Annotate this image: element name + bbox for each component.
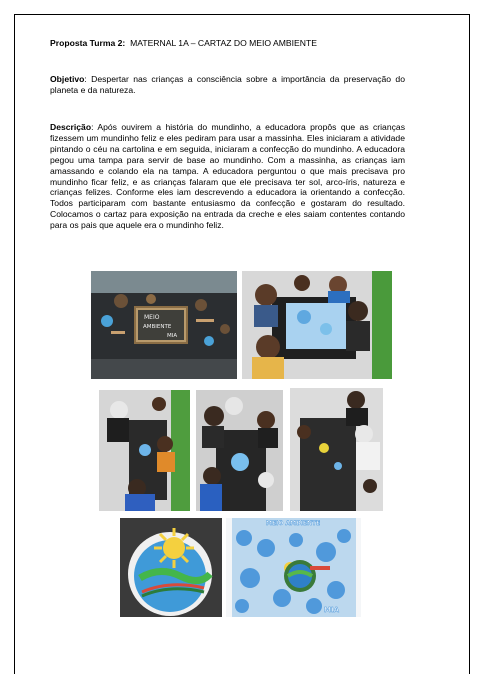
objective-label: Objetivo [50, 74, 85, 84]
poster-title: MEIO AMBIENTE [266, 520, 321, 527]
photo-children-table-3 [290, 388, 383, 511]
photo-playdough-world [120, 518, 222, 617]
photo-children-table-2 [196, 390, 283, 511]
photo-children-table-1 [99, 390, 190, 511]
photo-table-sign [91, 271, 237, 379]
page-title [50, 38, 405, 49]
description-label: Descrição [50, 122, 92, 132]
sign-line3: MIA [167, 333, 178, 339]
poster-signature: MIA [324, 606, 339, 614]
description-text: : Após ouvirem a história do mundinho, a educadora propôs que as crianças fizessem um mundinho feliz e eles pediram para usar a massinha. Eles iniciaram a atividade pintando o céu na cartolina e em seguida, iniciaram a confecção do mundinho. A educadora pegou uma tampa para servir de base ao mundinho. Com a massinha, as crianças iam amassando e colando ela na tampa. A educadora perguntou o que mais precisava pro mundinho ficar feliz, e as crianças falaram que ele precisava ter sol, arco-íris, natureza e crianças felizes. Conforme eles iam descrevendo a educadora ia orientando a confecção. Todos participaram com bastante entusiasmo da confecção e gostaram do resultado. Colocamos o cartaz para exposição na entrada da creche e eles saiam contentes contando para os pais que aquele era o mundinho feliz. [50, 122, 405, 231]
photo-poster [226, 518, 361, 617]
objective-text: : Despertar nas crianças a consciência sobre a importância da preservação do planeta e da natureza. [50, 74, 405, 95]
title-label: Proposta Turma 2: [50, 38, 126, 48]
description-paragraph [50, 122, 405, 231]
title-text: MATERNAL 1A – CARTAZ DO MEIO AMBIENTE [130, 38, 317, 48]
sign-line2: AMBIENTE [143, 324, 172, 330]
sign-line1: MEIO [144, 314, 160, 321]
objective-paragraph [50, 74, 405, 96]
photo-children-painting [242, 271, 392, 379]
